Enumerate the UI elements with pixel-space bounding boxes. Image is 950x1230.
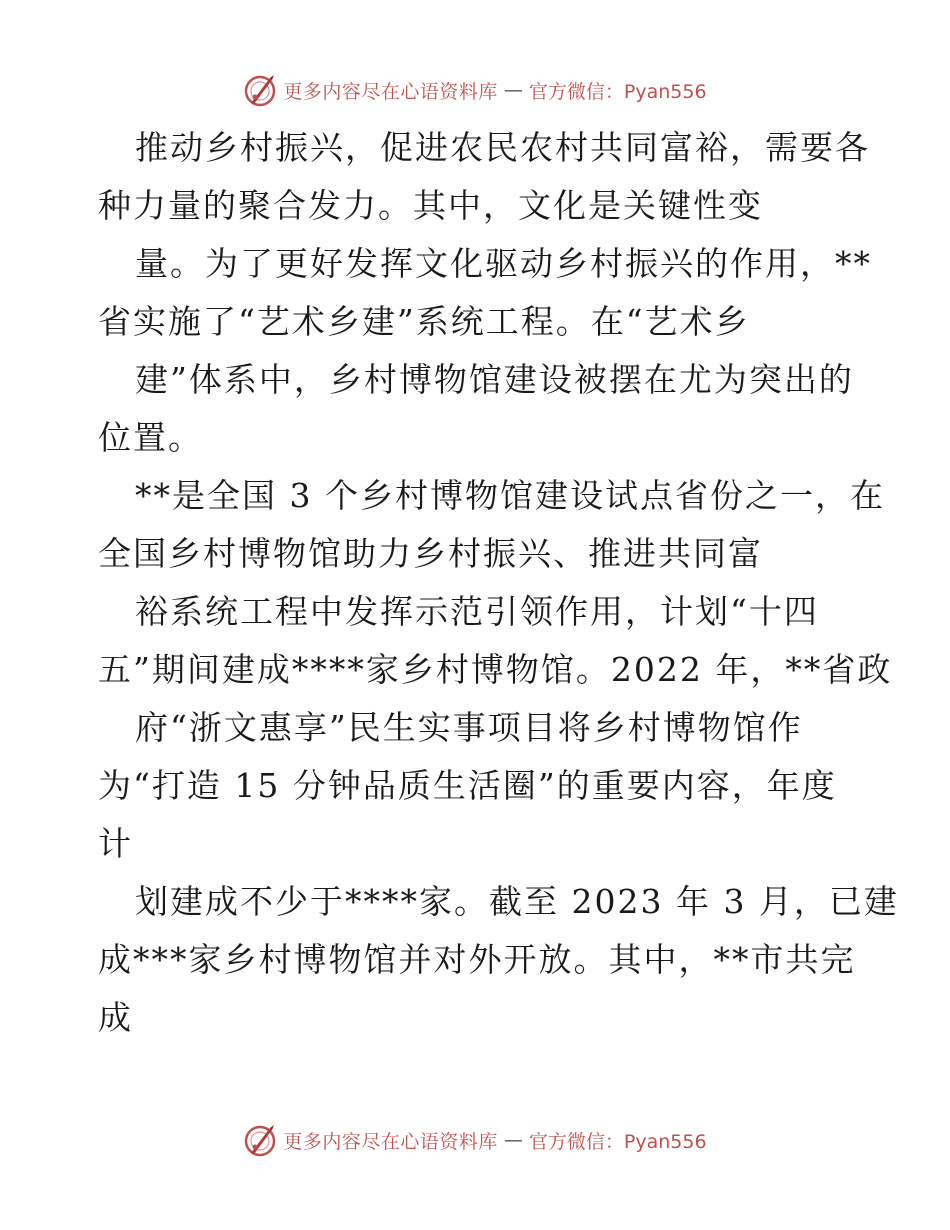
header-banner-content	[243, 73, 706, 107]
text-line: 计	[98, 824, 133, 863]
quill-pen-logo-icon	[243, 73, 277, 107]
text-line: 位置。	[98, 418, 203, 457]
text-line: 省实施了“艺术乡建”系统工程。在“艺术乡	[98, 302, 750, 341]
text-line: 全国乡村博物馆助力乡村振兴、推进共同富	[98, 534, 763, 573]
banner-brand-text: 更多内容尽在心语资料库	[283, 1130, 498, 1153]
header-banner	[0, 70, 950, 110]
text-line: 划建成不少于****家。截至 2023 年 3 月，已建	[135, 882, 899, 921]
banner-brand-text: 更多内容尽在心语资料库	[283, 80, 498, 103]
text-line: 建”体系中，乡村博物馆建设被摆在尤为突出的	[135, 360, 854, 399]
footer-banner	[0, 1120, 950, 1160]
text-line: 裕系统工程中发挥示范引领作用，计划“十四	[135, 592, 819, 631]
banner-dash: —	[503, 1129, 523, 1151]
text-line: 五”期间建成****家乡村博物馆。2022 年，**省政	[98, 650, 893, 689]
text-line: 种力量的聚合发力。其中，文化是关键性变	[98, 186, 763, 225]
text-line: 府“浙文惠享”民生实事项目将乡村博物馆作	[135, 708, 803, 747]
banner-contact-text: 官方微信：Pyan556	[528, 80, 707, 103]
footer-banner-content	[243, 1123, 706, 1157]
text-line: 推动乡村振兴，促进农民农村共同富裕，需要各	[135, 128, 870, 167]
text-line: 为“打造 15 分钟品质生活圈”的重要内容，年度	[98, 766, 837, 805]
banner-dash: —	[503, 79, 523, 101]
text-line: **是全国 3 个乡村博物馆建设试点省份之一，在	[135, 476, 885, 515]
text-line: 量。为了更好发挥文化驱动乡村振兴的作用，**	[135, 244, 872, 283]
text-line: 成	[98, 998, 133, 1037]
banner-contact-text: 官方微信：Pyan556	[528, 1130, 707, 1153]
text-line: 成***家乡村博物馆并对外开放。其中，**市共完	[98, 940, 856, 979]
document-body	[98, 119, 899, 1047]
quill-pen-logo-icon	[243, 1123, 277, 1157]
